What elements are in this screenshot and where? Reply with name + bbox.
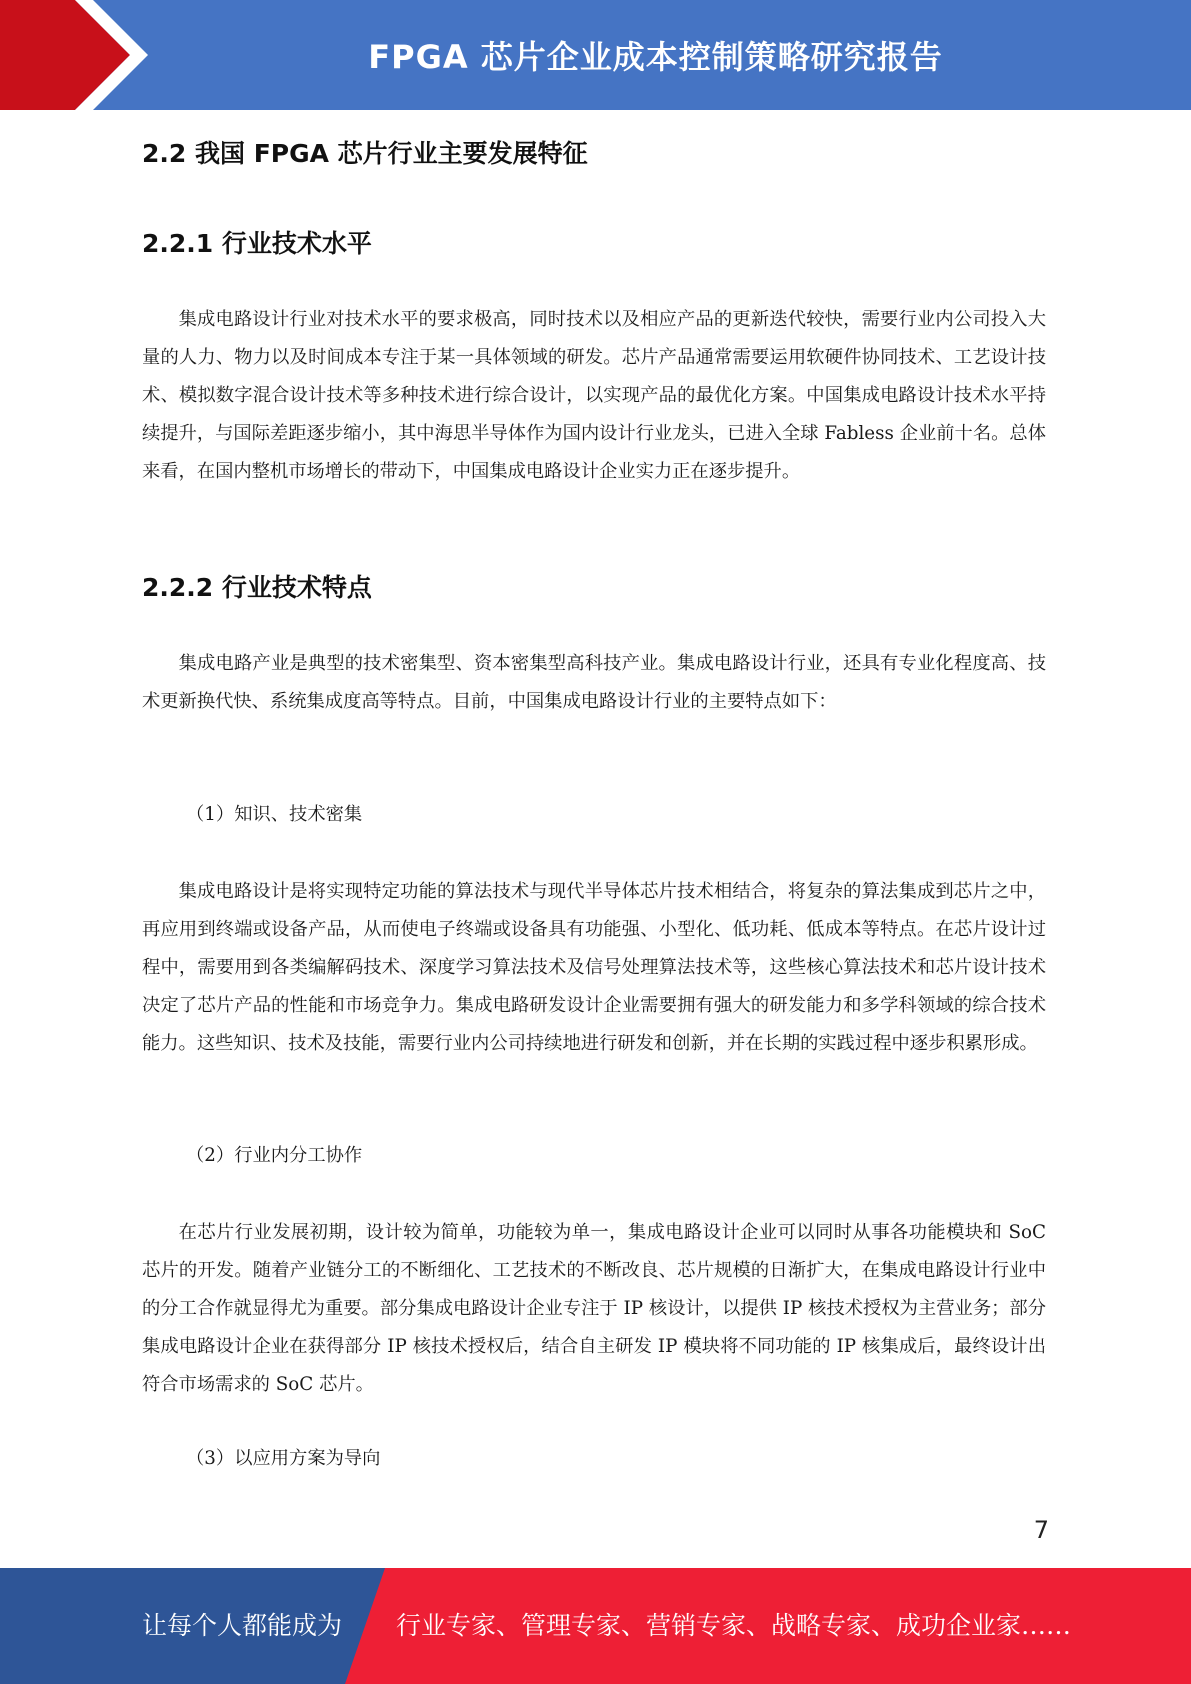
item-title-2: （2）行业内分工协作 — [186, 1145, 363, 1166]
item-title-3: （3）以应用方案为导向 — [186, 1448, 381, 1469]
paragraph-item-1: 集成电路设计是将实现特定功能的算法技术与现代半导体芯片技术相结合，将复杂的算法集成到芯片之中，再应用到终端或设备产品，从而使电子终端或设备具有功能强、小型化、低功耗、低成本等特点。在芯片设计过程中，需要用到各类编解码技术、深度学习算法技术及信号处理算法技术等，这些核心算法技术和芯片设计技术决定了芯片产品的性能和市场竞争力。集成电路研发设计企业需要拥有强大的研发能力和多学科领域的综合技术能力。这些知识、技术及技能，需要行业内公司持续地进行研发和创新，并在长期的实践过程中逐步积累形成。 — [142, 881, 1046, 1054]
page-header — [0, 0, 1191, 110]
paragraph-tech-features-intro: 集成电路产业是典型的技术密集型、资本密集型高科技产业。集成电路设计行业，还具有专业化程度高、技术更新换代快、系统集成度高等特点。目前，中国集成电路设计行业的主要特点如下： — [142, 653, 1046, 712]
paragraph-item-2: 在芯片行业发展初期，设计较为简单，功能较为单一，集成电路设计企业可以同时从事各功能模块和 SoC 芯片的开发。随着产业链分工的不断细化、工艺技术的不断改良、芯片规模的日渐扩大，在集成电路设计行业中的分工合作就显得尤为重要。部分集成电路设计企业专注于 IP 核设计，以提供 IP 核技术授权为主营业务；部分集成电路设计企业在获得部分 IP 核技术授权后，结合自主研发 IP 模块将不同功能的 IP 核集成后，最终设计出符合市场需求的 SoC 芯片。 — [142, 1222, 1046, 1395]
subsection-heading-tech-features: 2.2.2 行业技术特点 — [142, 573, 372, 602]
page-number: 7 — [1033, 1516, 1049, 1544]
report-title: FPGA 芯片企业成本控制策略研究报告 — [368, 38, 943, 76]
page-footer — [0, 1568, 1191, 1684]
paragraph-tech-level: 集成电路设计行业对技术水平的要求极高，同时技术以及相应产品的更新迭代较快，需要行业内公司投入大量的人力、物力以及时间成本专注于某一具体领域的研发。芯片产品通常需要运用软硬件协同技术、工艺设计技术、模拟数字混合设计技术等多种技术进行综合设计，以实现产品的最优化方案。中国集成电路设计技术水平持续提升，与国际差距逐步缩小，其中海思半导体作为国内设计行业龙头，已进入全球 Fabless 企业前十名。总体来看，在国内整机市场增长的带动下，中国集成电路设计企业实力正在逐步提升。 — [142, 309, 1046, 482]
footer-slogan-right: 行业专家、管理专家、营销专家、战略专家、成功企业家…… — [396, 1611, 1072, 1640]
footer-slogan-left: 让每个人都能成为 — [142, 1611, 343, 1640]
subsection-heading-tech-level: 2.2.1 行业技术水平 — [142, 229, 372, 258]
section-heading: 2.2 我国 FPGA 芯片行业主要发展特征 — [142, 139, 588, 168]
header-arrow-decoration — [0, 0, 160, 110]
item-title-1: （1）知识、技术密集 — [186, 804, 363, 825]
